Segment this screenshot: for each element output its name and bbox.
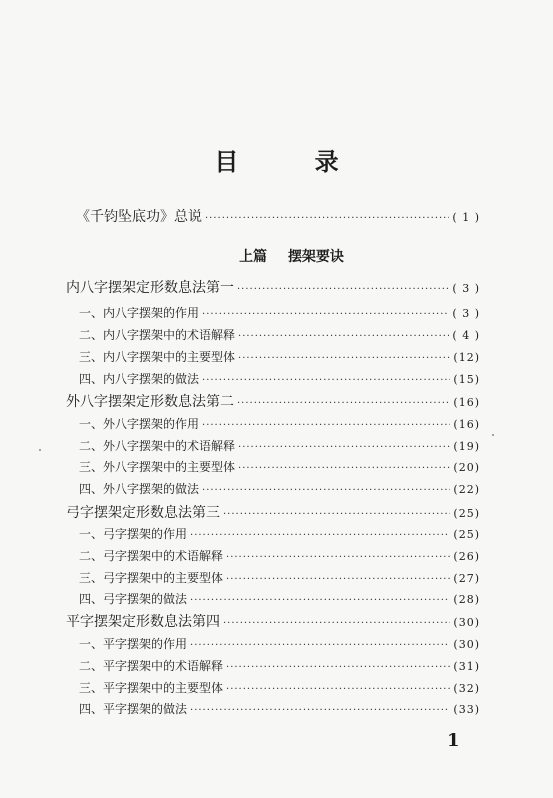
toc-entry-label: 二、内八字摆架中的术语解释 [79, 328, 236, 342]
leader-dots [190, 595, 450, 606]
toc-entry-label: 一、外八字摆架的作用 [79, 417, 200, 431]
toc-section-entry [79, 437, 480, 454]
toc-entry-label: 四、平字摆架的做法 [79, 702, 188, 716]
toc-page-number: (28) [453, 593, 480, 606]
toc-intro-entry [76, 206, 480, 226]
leader-dots [226, 574, 450, 585]
toc-page-number: (27) [453, 572, 480, 585]
toc-page-number: ( 3 ) [452, 307, 480, 320]
page-folio-number: 1 [447, 730, 460, 751]
toc-entry-label: 四、外八字摆架的做法 [79, 482, 200, 496]
toc-section-entry [79, 635, 480, 652]
toc-section-entry [79, 679, 480, 696]
toc-section-entry [79, 590, 480, 607]
toc-section-entry [79, 326, 480, 343]
toc-chapter-entry [66, 277, 480, 297]
leader-dots [226, 662, 450, 673]
leader-dots [190, 640, 450, 651]
toc-entry-label: 平字摆架定形数息法第四 [66, 614, 220, 630]
toc-page-number: (22) [453, 483, 480, 496]
leader-dots [238, 442, 450, 453]
part-heading [0, 246, 553, 266]
toc-page-number: (15) [453, 373, 480, 386]
toc-page-number: (12) [453, 351, 480, 364]
leader-dots [202, 309, 449, 320]
toc-section-entry [79, 700, 480, 717]
toc-entry-label: 弓字摆架定形数息法第三 [66, 505, 220, 521]
toc-entry-label: 三、外八字摆架中的主要型体 [79, 460, 236, 474]
leader-dots [238, 353, 450, 364]
toc-entry-label: 三、内八字摆架中的主要型体 [79, 350, 236, 364]
leader-dots [237, 284, 449, 295]
leader-dots [237, 398, 450, 409]
toc-page-number: (32) [453, 682, 480, 695]
toc-page-number: ( 3 ) [452, 282, 480, 295]
toc-entry-label: 内八字摆架定形数息法第一 [66, 280, 234, 296]
leader-dots [190, 705, 450, 716]
part-name: 上篇 [239, 249, 268, 265]
toc-entry-label: 三、弓字摆架中的主要型体 [79, 571, 224, 585]
toc-entry-label: 四、内八字摆架的做法 [79, 372, 200, 386]
leader-dots [190, 530, 450, 541]
toc-page-number: (16) [453, 396, 480, 409]
toc-page-number: (30) [453, 638, 480, 651]
leader-dots [202, 375, 450, 386]
toc-entry-label: 二、外八字摆架中的术语解释 [79, 439, 236, 453]
toc-section-entry [79, 458, 480, 475]
toc-section-entry [79, 657, 480, 674]
leader-dots [226, 552, 450, 563]
toc-section-entry [79, 348, 480, 365]
leader-dots [223, 618, 450, 629]
leader-dots [202, 485, 450, 496]
toc-entry-label: 外八字摆架定形数息法第二 [66, 394, 234, 410]
leader-dots [223, 509, 450, 520]
leader-dots [238, 331, 449, 342]
toc-chapter-entry [66, 611, 480, 631]
toc-section-entry [79, 304, 480, 321]
toc-page-number: (26) [453, 550, 480, 563]
page-title: 目 录 [214, 147, 373, 176]
toc-section-entry [79, 525, 480, 542]
toc-page-number: (30) [453, 616, 480, 629]
toc-page-number: ( 1 ) [452, 211, 480, 224]
toc-entry-label: 四、弓字摆架的做法 [79, 592, 188, 606]
leader-dots [202, 420, 450, 431]
toc-section-entry [79, 480, 480, 497]
toc-page-number: (19) [453, 440, 480, 453]
toc-section-entry [79, 569, 480, 586]
toc-page-number: (25) [453, 528, 480, 541]
toc-entry-label: 一、平字摆架的作用 [79, 637, 188, 651]
scan-speck [39, 449, 41, 451]
scan-speck [492, 434, 494, 436]
toc-entry-label: 三、平字摆架中的主要型体 [79, 681, 224, 695]
toc-entry-label: 《千钧坠底功》总说 [76, 209, 202, 225]
toc-section-entry [79, 547, 480, 564]
toc-page-number: ( 4 ) [452, 329, 480, 342]
toc-section-entry [79, 415, 480, 432]
toc-entry-label: 二、平字摆架中的术语解释 [79, 659, 224, 673]
part-subtitle: 摆架要诀 [287, 249, 344, 265]
toc-chapter-entry [66, 391, 480, 411]
toc-entry-label: 一、弓字摆架的作用 [79, 527, 188, 541]
leader-dots [205, 213, 449, 224]
toc-entry-label: 二、弓字摆架中的术语解释 [79, 549, 224, 563]
toc-page-number: (16) [453, 418, 480, 431]
toc-section-entry [79, 370, 480, 387]
toc-page-number: (25) [453, 507, 480, 520]
leader-dots [238, 463, 450, 474]
toc-page-number: (33) [453, 703, 480, 716]
toc-entry-label: 一、内八字摆架的作用 [79, 306, 200, 320]
toc-page-number: (31) [453, 660, 480, 673]
leader-dots [226, 684, 450, 695]
toc-chapter-entry [66, 502, 480, 522]
toc-page-number: (20) [453, 461, 480, 474]
